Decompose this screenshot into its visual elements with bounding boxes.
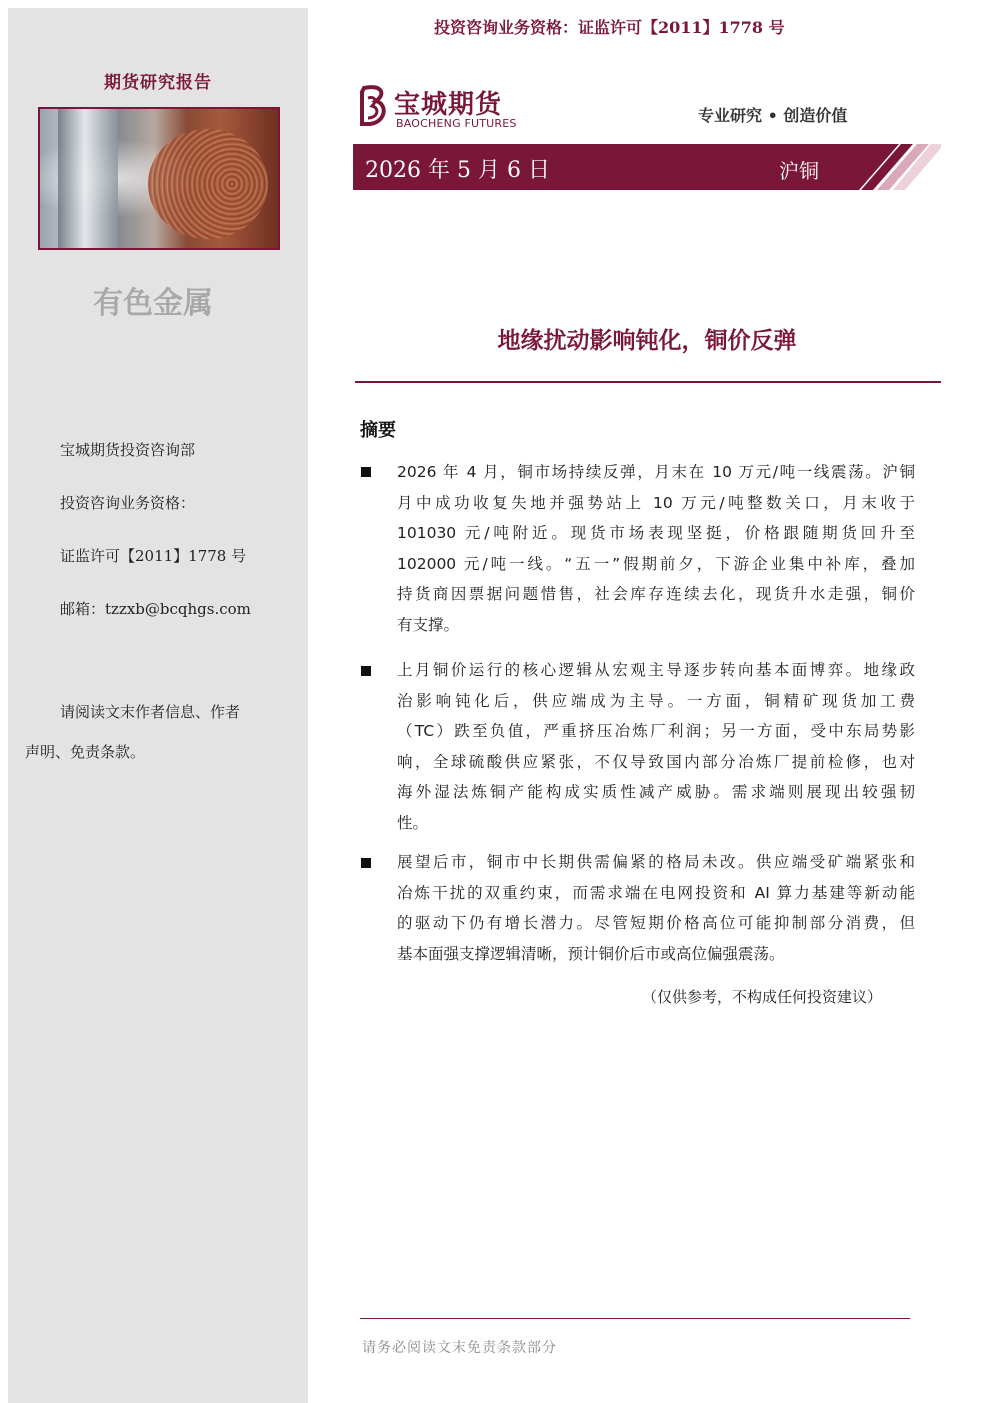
bullet-icon [361, 666, 371, 676]
logo-name-cn: 宝城期货 [394, 90, 503, 120]
paragraph-line: 的驱动下仍有增长潜力。尽管短期价格高位可能抑制部分消费，但 [397, 914, 915, 933]
cover-image [38, 107, 280, 250]
paragraph-line: 有支撑。 [397, 615, 460, 634]
disclaimer: （仅供参考，不构成任何投资建议） [642, 988, 883, 1006]
abstract-paragraph-2 [397, 655, 915, 839]
paragraph-line: （TC）跌至负值，严重挤压冶炼厂利润；另一方面，受中东局势影 [397, 722, 915, 741]
email: 邮箱：tzzxb@bcqhgs.com [60, 600, 251, 618]
sidebar [8, 8, 308, 1403]
paragraph-line: 治影响钝化后，供应端成为主导。一方面，铜精矿现货加工费 [397, 691, 915, 710]
bullet-icon [361, 467, 371, 477]
paragraph-line: 2026 年 4 月，铜市场持续反弹，月末在 10 万元/吨一线震荡。沪铜 [397, 463, 915, 481]
paragraph-line: 101030 元/吨附近。现货市场表现坚挺，价格跟随期货回升至 [397, 524, 915, 543]
bullet-icon [361, 858, 371, 868]
paragraph-line: 展望后市，铜市中长期供需偏紧的格局未改。供应端受矿端紧张和 [397, 853, 915, 871]
notice-line-1: 请阅读文末作者信息、作者 [60, 703, 241, 721]
paragraph-line: 海外湿法炼铜产能构成实质性减产威胁。需求端则展现出较强韧 [397, 783, 915, 802]
date-banner [353, 144, 941, 190]
image-copper-coil [148, 129, 268, 239]
paragraph-line: 持货商因票据问题惜售，社会库存连续去化，现货升水走强，铜价 [397, 585, 915, 604]
report-type: 期货研究报告 [104, 73, 212, 93]
license-number: 证监许可【2011】1778 号 [60, 547, 247, 565]
paragraph-line: 月中成功收复失地并强势站上 10 万元/吨整数关口，月末收于 [397, 493, 915, 512]
footer-divider [360, 1318, 910, 1319]
report-headline: 地缘扰动影响钝化，铜价反弹 [497, 328, 797, 354]
abstract-title: 摘要 [360, 420, 396, 441]
abstract-paragraph-3 [397, 847, 915, 969]
paragraph-line: 性。 [397, 813, 429, 832]
image-tube [58, 109, 118, 250]
headline-divider [355, 381, 941, 383]
report-date: 2026 年 5 月 6 日 [365, 158, 550, 183]
company-logo [356, 84, 526, 132]
logo-name-en: BAOCHENG FUTURES [396, 117, 517, 130]
abstract-paragraph-1 [397, 457, 915, 641]
product-name: 沪铜 [779, 159, 819, 183]
qualification-label: 投资咨询业务资格： [60, 494, 196, 512]
paragraph-line: 102000 元/吨一线。“五一”假期前夕，下游企业集中补库，叠加 [397, 554, 915, 573]
logo-mark-icon [356, 84, 390, 130]
license-header: 投资咨询业务资格：证监许可【2011】1778 号 [434, 18, 785, 37]
footer-notice: 请务必阅读文末免责条款部分 [362, 1340, 557, 1356]
category-label: 有色金属 [93, 286, 213, 321]
paragraph-line: 响，全球硫酸供应紧张，不仅导致国内部分冶炼厂提前检修，也对 [397, 752, 915, 771]
paragraph-line: 上月铜价运行的核心逻辑从宏观主导逐步转向基本面博弈。地缘政 [397, 661, 915, 679]
notice-line-2: 声明、免责条款。 [25, 743, 146, 761]
slogan: 专业研究 • 创造价值 [698, 106, 848, 125]
paragraph-line: 基本面强支撑逻辑清晰，预计铜价后市或高位偏强震荡。 [397, 944, 785, 963]
department: 宝城期货投资咨询部 [60, 441, 196, 459]
paragraph-line: 冶炼干扰的双重约束，而需求端在电网投资和 AI 算力基建等新动能 [397, 883, 915, 902]
